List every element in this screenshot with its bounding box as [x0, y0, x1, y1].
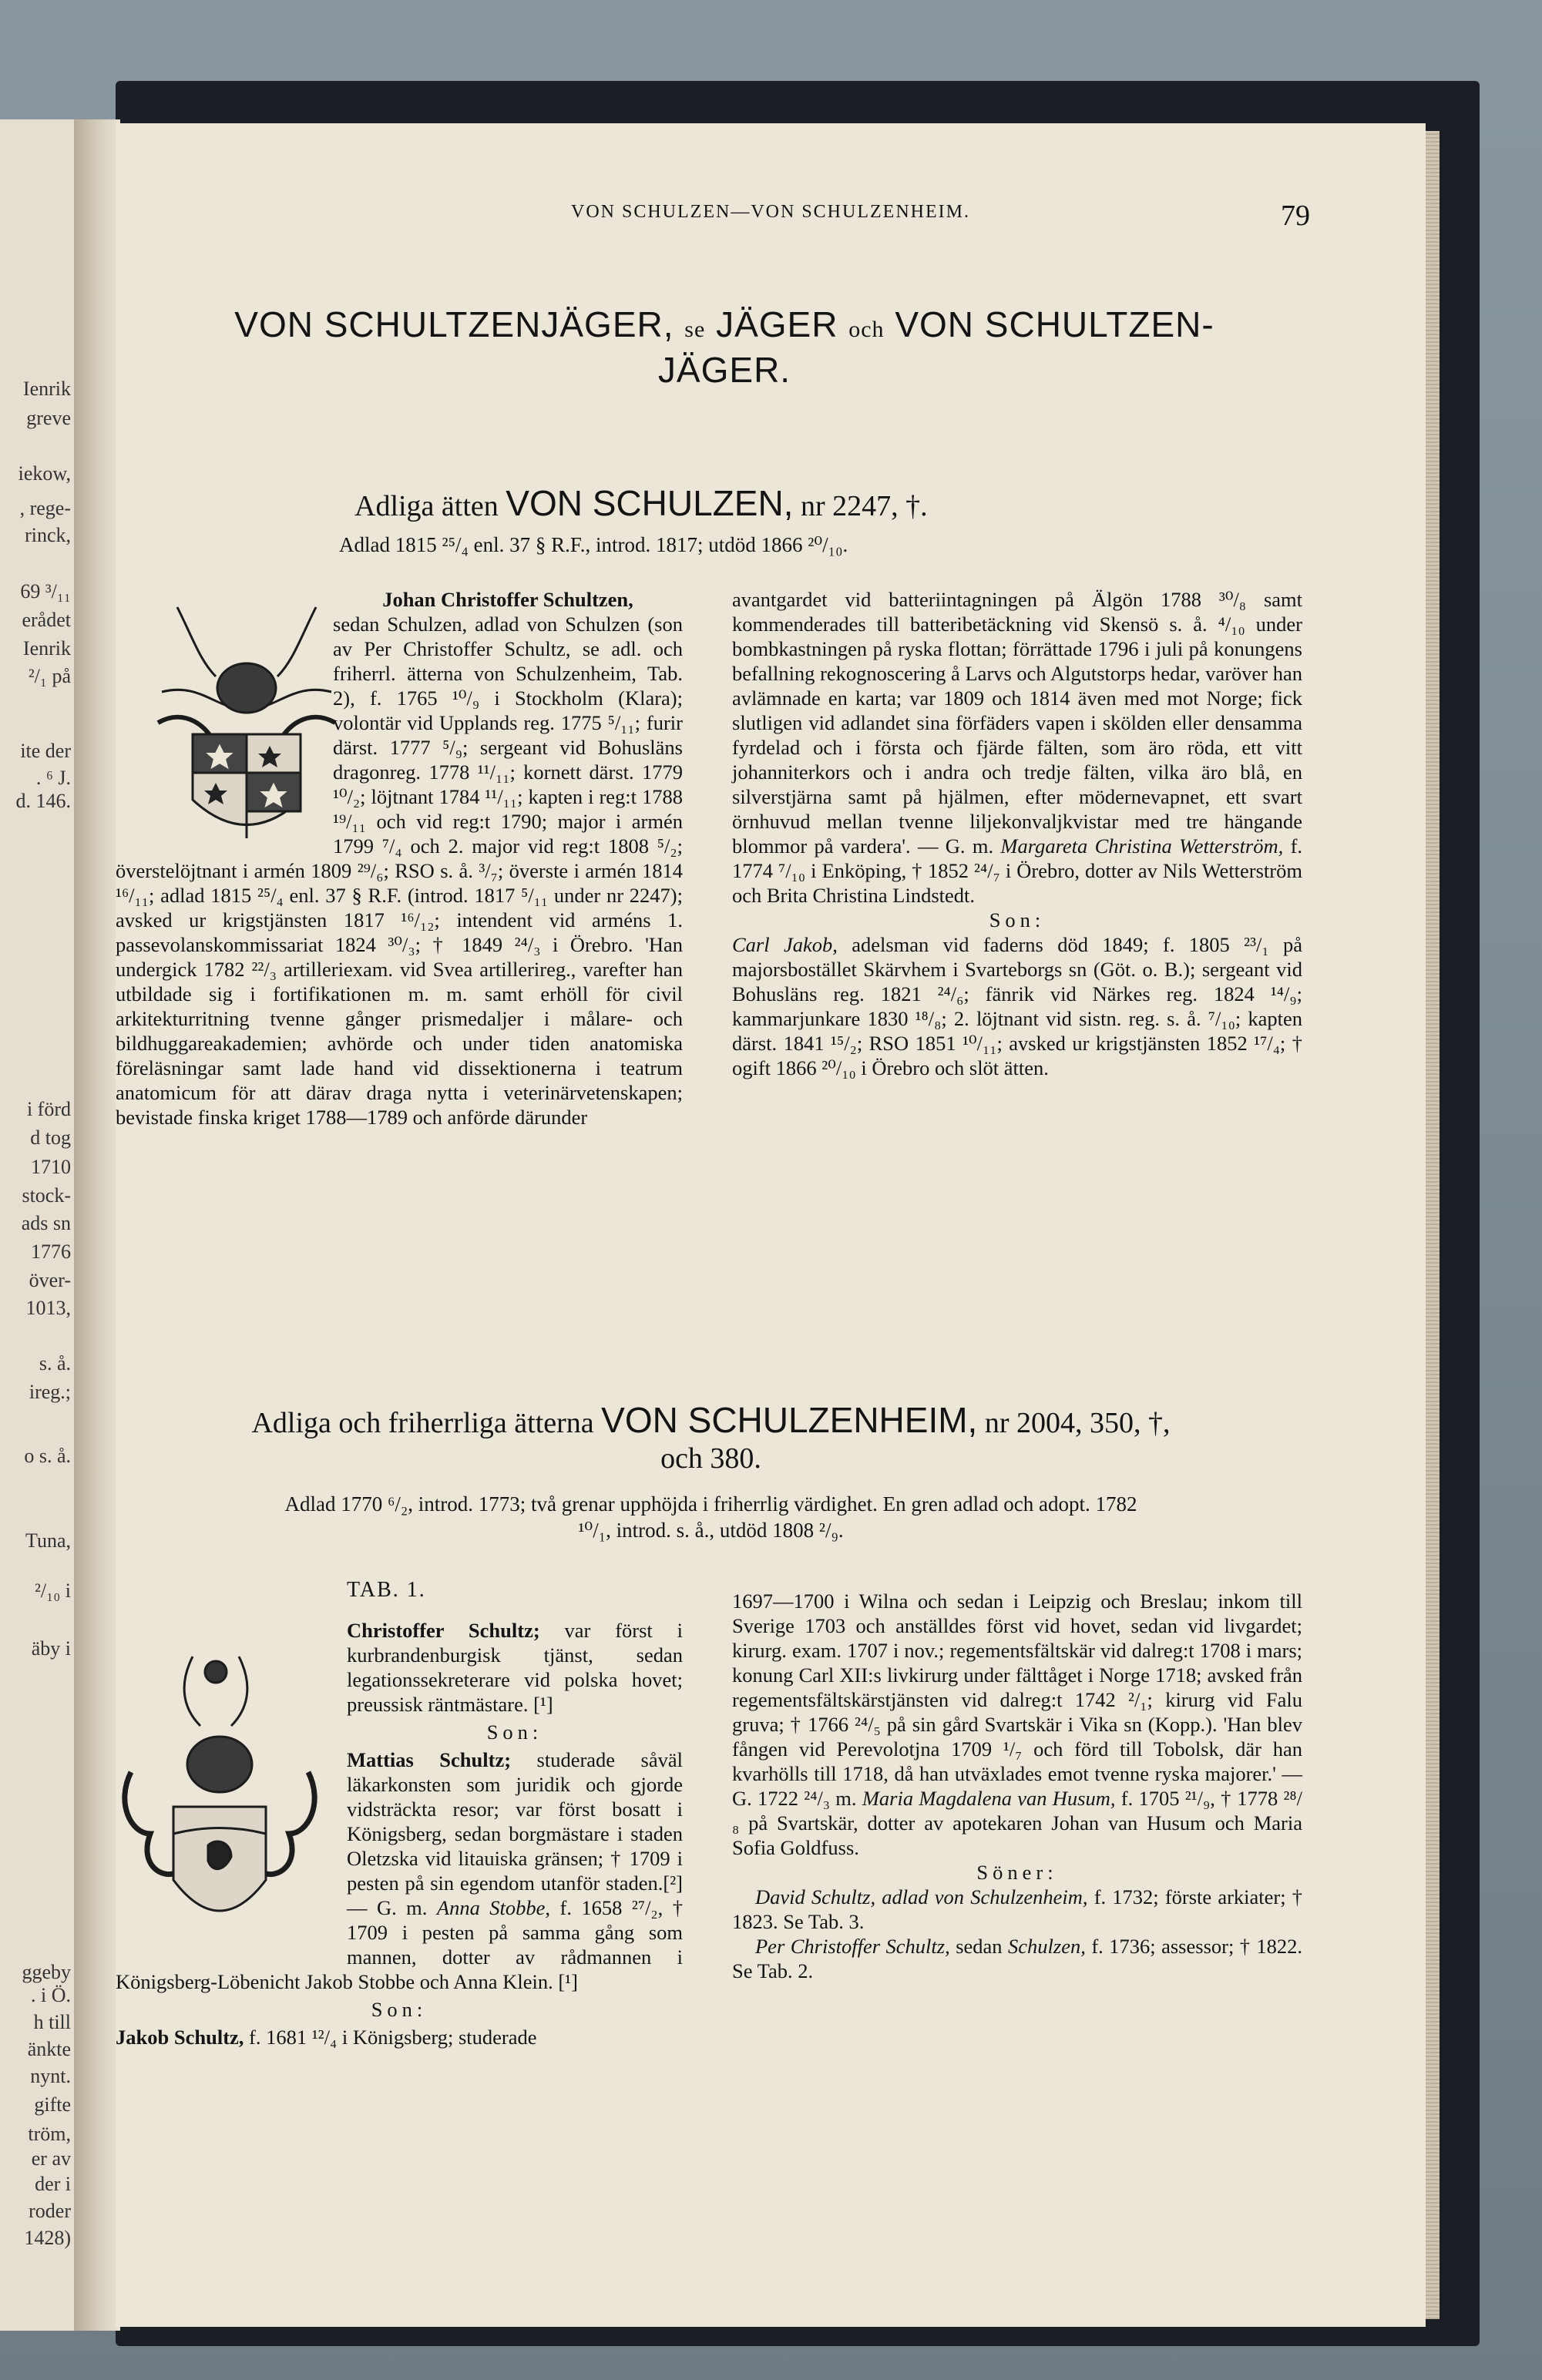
- previous-page-text-fragment: . i Ö.: [31, 1984, 71, 2006]
- previous-page-text-fragment: d tog: [30, 1126, 71, 1149]
- section2-title: [116, 1402, 1306, 1476]
- previous-page-text-fragment: ggeby: [22, 1961, 71, 1983]
- crossref-och: och: [848, 317, 885, 342]
- previous-page-text-fragment: 69 ³/₁₁: [20, 580, 71, 603]
- previous-page-text-fragment: erådet: [22, 609, 71, 631]
- section2-title-suffix: nr 2004, 350, †,: [984, 1407, 1171, 1439]
- previous-page-text-fragment: ²/₁₀ i: [35, 1579, 71, 1602]
- previous-page-text-fragment: 1013,: [25, 1297, 71, 1319]
- previous-page-text-fragment: stock-: [22, 1184, 71, 1207]
- previous-page-text-fragment: roder: [29, 2200, 71, 2222]
- page-number: 79: [1281, 200, 1310, 232]
- previous-page-text-fragment: äby i: [31, 1637, 71, 1660]
- crossref-heading: [154, 304, 1295, 390]
- section1-title-suffix: nr 2247, †.: [800, 490, 928, 522]
- biography-text: f. 1681 ¹²/₄ i Königsberg; studerade: [249, 2026, 537, 2049]
- previous-page-text-fragment: 1428): [24, 2227, 71, 2249]
- previous-page-text-fragment: der i: [35, 2173, 71, 2195]
- previous-page-text-fragment: tröm,: [28, 2123, 71, 2145]
- previous-page-text-fragment: o s. å.: [24, 1445, 71, 1467]
- previous-page-text-fragment: 1710: [31, 1156, 71, 1178]
- spouse-name: Maria Magdalena van Husum,: [862, 1787, 1116, 1810]
- previous-page-text-fragment: er av: [31, 2147, 71, 2170]
- previous-page-text-fragment: . ⁶ J.: [35, 767, 71, 789]
- page-stack-edge: [1426, 131, 1440, 2319]
- section2-title-name: VON SCHULZENHEIM,: [601, 1400, 978, 1440]
- son-name: Per Christoffer Schultz,: [755, 1935, 950, 1958]
- crossref-name3: JÄGER.: [657, 350, 791, 390]
- previous-page-text-fragment: över-: [29, 1269, 71, 1291]
- crossref-name: VON SCHULTZENJÄGER,: [234, 304, 674, 344]
- arms-wrap-space: [116, 1618, 347, 1949]
- son-text: sedan: [956, 1935, 1003, 1958]
- section2-right-column: [732, 1589, 1302, 1983]
- section2-left-column: [116, 1618, 683, 2049]
- previous-page-text-fragment: ²/₁ på: [28, 665, 71, 687]
- sons-heading: Söner:: [976, 1861, 1058, 1884]
- section1-title: [354, 485, 1202, 524]
- spouse-text: f. 1705 ²¹/₉, † 1778 ²⁸/₈ på Svartskär, dotter av apotekaren Johan van Husum och Maria Sofia Goldfuss.: [732, 1787, 1303, 1859]
- crossref-se: se: [684, 317, 706, 342]
- section2-title-prefix: Adliga och friherrliga ätterna: [251, 1407, 594, 1439]
- previous-page-text-fragment: nynt.: [30, 2065, 71, 2087]
- crossref-jager: JÄGER: [716, 304, 838, 344]
- section1-title-prefix: Adliga ätten: [354, 490, 499, 522]
- spouse-text: f. 1774 ⁷/₁₀ i Enköping, † 1852 ²⁴/₇ i Örebro, dotter av Nils Wetterström och Brita Christina Lindstedt.: [732, 834, 1303, 907]
- book-gutter: [74, 119, 120, 2331]
- son-text: adelsman vid faderns död 1849; f. 1805 ²³/₁ på majorsbostället Skärvhem i Svarteborgs sn (Göt. o. B.); sergeant vid Bohusläns reg. 1821 ²⁴/₆; fänrik vid Närkes reg. 1824 ¹⁴/₉; kammarjunkare 1830 ¹⁸/₈; 2. löjtnant vid sistn. reg. s. å. ⁷/₁₀; kapten därst. 1841 ¹⁵/₂; RSO 1851 ¹⁰/₁₁; avsked ur krigstjänsten 1852 ¹⁷/₄; † ogift 1866 ²⁰/₁₀ i Örebro och slöt ätten.: [732, 933, 1303, 1079]
- previous-page-text-fragment: ads sn: [21, 1212, 71, 1234]
- section2-title-line2: och 380.: [660, 1442, 761, 1475]
- person-name: Jakob Schultz,: [116, 2026, 244, 2049]
- running-head: VON SCHULZEN—VON SCHULZENHEIM.: [571, 202, 970, 222]
- previous-page-text-fragment: änkte: [27, 2038, 71, 2060]
- previous-page-text-fragment: 1776: [31, 1240, 71, 1263]
- biography-text: var först i kurbrandenburgisk tjänst, sedan legationssekreterare vid polska hovet; preussisk räntmästare. [¹]: [347, 1619, 683, 1716]
- section1-adlad: Adlad 1815 ²⁵/₄ enl. 37 § R.F., introd. 1817; utdöd 1866 ²⁰/₁₀.: [339, 533, 848, 556]
- section2-adlad-line2: ¹⁰/₁, introd. s. å., utdöd 1808 ²/₉.: [578, 1519, 844, 1542]
- biography-text: avantgardet vid batteriintagningen på Älgön 1788 ³⁰/₈ samt kommenderades till batteribetäckning vid Skensö s. å. ⁴/₁₀ under bombkastningen på ryska flottan; förrättade 1796 i juli på konungens befallning rekognoscering å Larvs och Algutstorps hedar, varöver han avlämnade en karta; var 1809 och 1814 även med mot Norge; fick slutligen vid adlandet sina förfäders vapen i skölden eller densamma fyrdelad och i första och fjärde fälten, som äro röda, ett vitt johanniterkors och i andra och tredje fälten, vilka äro blå, en silverstjärna samt på hjälmen, efter mödernevapnet, ett svart örnhuvud mellan tvenne liljekonvaljkvistar med tre hängande blommor på vardera'. — G. m.: [732, 588, 1302, 858]
- previous-page-text-fragment: ite der: [20, 740, 71, 762]
- person-name: Johan Christoffer Schultzen,: [382, 588, 633, 611]
- spouse-name: Margareta Christina Wetterström,: [1000, 834, 1284, 858]
- biography-text: 1697—1700 i Wilna och sedan i Leipzig och Breslau; inkom till Sverige 1703 och anställdes först vid hovet, sedan vid livgardet; kirurg. exam. 1707 i nov.; regementsfältskär vid dalreg:t 1708 i mars; konung Carl XII:s livkirurg under fälttåget i Norge 1718; avsked från regementsfältskärstjänsten vid dalreg:t 1742 ²/₁; kirurg vid Falu gruva; † 1766 ²⁴/₅ på sin gård Svartskär i Vika sn (Kopp.). 'Han blev fången vid Perevolotjna 1709 ¹/₇ och förd till Tobolsk, där han kvarhölls till 1718, då han utväxlades emot tvenne ryska majorer.' — G. 1722 ²⁴/₃ m.: [732, 1589, 1302, 1810]
- son-heading: Son:: [989, 908, 1046, 932]
- tab-label: TAB. 1.: [347, 1578, 426, 1602]
- section1-right-column: [732, 587, 1302, 1080]
- son-name: David Schultz, adlad von Schulzenheim,: [755, 1885, 1088, 1908]
- previous-page-text-fragment: ireg.;: [29, 1381, 71, 1403]
- biography-text: studerade såväl läkarkonsten som juridik och gjorde vidsträckta resor; var först bosatt i Königsberg, sedan borgmästare i staden Oletzska vid litauiska gränsen; † 1709 i pesten på sin egendom utanför staden.[²] — G. m.: [347, 1748, 683, 1919]
- crossref-name2: VON SCHULTZEN-: [895, 304, 1214, 344]
- arms-wrap-space: [116, 587, 333, 841]
- previous-page-text-fragment: Tuna,: [25, 1529, 71, 1552]
- section1-title-name: VON SCHULZEN,: [506, 483, 794, 523]
- previous-page-text-fragment: greve: [26, 407, 71, 429]
- previous-page-text-fragment: s. å.: [39, 1352, 71, 1375]
- previous-page-text-fragment: d. 146.: [15, 790, 71, 812]
- person-name: Mattias Schultz;: [347, 1748, 512, 1771]
- son-text: f. 1732; förste arkiater; † 1823. Se Tab. 3.: [732, 1885, 1303, 1933]
- previous-page-text-fragment: Ienrik: [22, 378, 71, 400]
- previous-page-text-fragment: gifte: [34, 2093, 71, 2116]
- previous-page-text-fragment: i förd: [26, 1098, 71, 1120]
- son-heading: Son:: [371, 1998, 428, 2021]
- previous-page-text-fragment: rinck,: [25, 524, 71, 546]
- section1-left-column: [116, 587, 683, 1130]
- person-name: Christoffer Schultz;: [347, 1619, 540, 1642]
- previous-page-text-fragment: iekow,: [18, 462, 71, 485]
- previous-page-text-fragment: Ienrik: [22, 637, 71, 660]
- spouse-name: Anna Stobbe,: [436, 1896, 551, 1919]
- son-heading: Son:: [486, 1720, 543, 1744]
- spouse-text: f. 1658 ²⁷/₂, † 1709 i pesten på samma gång som mannen, dotter av rådmannen i Königsberg-Löbenicht Jakob Stobbe och Anna Klein. [¹]: [116, 1896, 684, 1993]
- son-name: Carl Jakob,: [732, 933, 838, 956]
- section2-adlad: Adlad 1770 ⁶/₂, introd. 1773; två grenar upphöjda i friherrlig värdighet. En gren adlad och adopt. 1782: [284, 1492, 1137, 1516]
- biography-text: sedan Schulzen, adlad von Schulzen (son av Per Christoffer Schultz, se adl. och friherrl. ätterna von Schulzenheim, Tab. 2), f. 1765 ¹⁰/₉ i Stockholm (Klara); volontär vid Upplands reg. 1775 ⁵/₁₁; furir därst. 1777 ⁵/₉; sergeant vid Bohusläns dragonreg. 1778 ¹¹/₁₁; kornett därst. 1779 ¹⁰/₂; löjtnant 1784 ¹¹/₁₁; kapten i reg:t 1788 ¹⁹/₁₁ och vid reg:t 1790; major i armén 1799 ⁷/₄ och 2. major vid reg:t 1808 ⁵/₂; överstelöjtnant i armén 1809 ²⁹/₆; RSO s. å. ³/₇; överste i armén 1814 ¹⁶/₁₁; adlad 1815 ²⁵/₄ enl. 37 § R.F. (introd. 1817 ⁵/₁₁ under nr 2247); avsked ur krigstjänsten 1817 ¹⁶/₁₂; intendent vid arméns 1. passevolanskommissariat 1824 ³⁰/₃; † 1849 ²⁴/₃ i Örebro. 'Han undergick 1782 ²²/₃ artilleriexam. vid Svea artillerireg., varefter han utbildade sig i fortifikationen m. m. samt erhöll för civil arkitekturritning tvenne gånger prismedaljer i målare- och bildhuggareakademien; avhörde och under tiden anatomiska föreläsningar samt lade hand vid dissektionerna i teatrum anatomicum för att därav draga nytta i veterinärvetenskapen; bevistade finska kriget 1788—1789 och anförde därunder: [116, 613, 683, 1129]
- son-name: Schulzen,: [1008, 1935, 1086, 1958]
- previous-page-edge: [0, 119, 76, 2331]
- previous-page-text-fragment: , rege-: [19, 497, 71, 519]
- son-text: f. 1736; assessor; † 1822. Se Tab. 2.: [732, 1935, 1303, 1982]
- previous-page-text-fragment: h till: [33, 2011, 71, 2033]
